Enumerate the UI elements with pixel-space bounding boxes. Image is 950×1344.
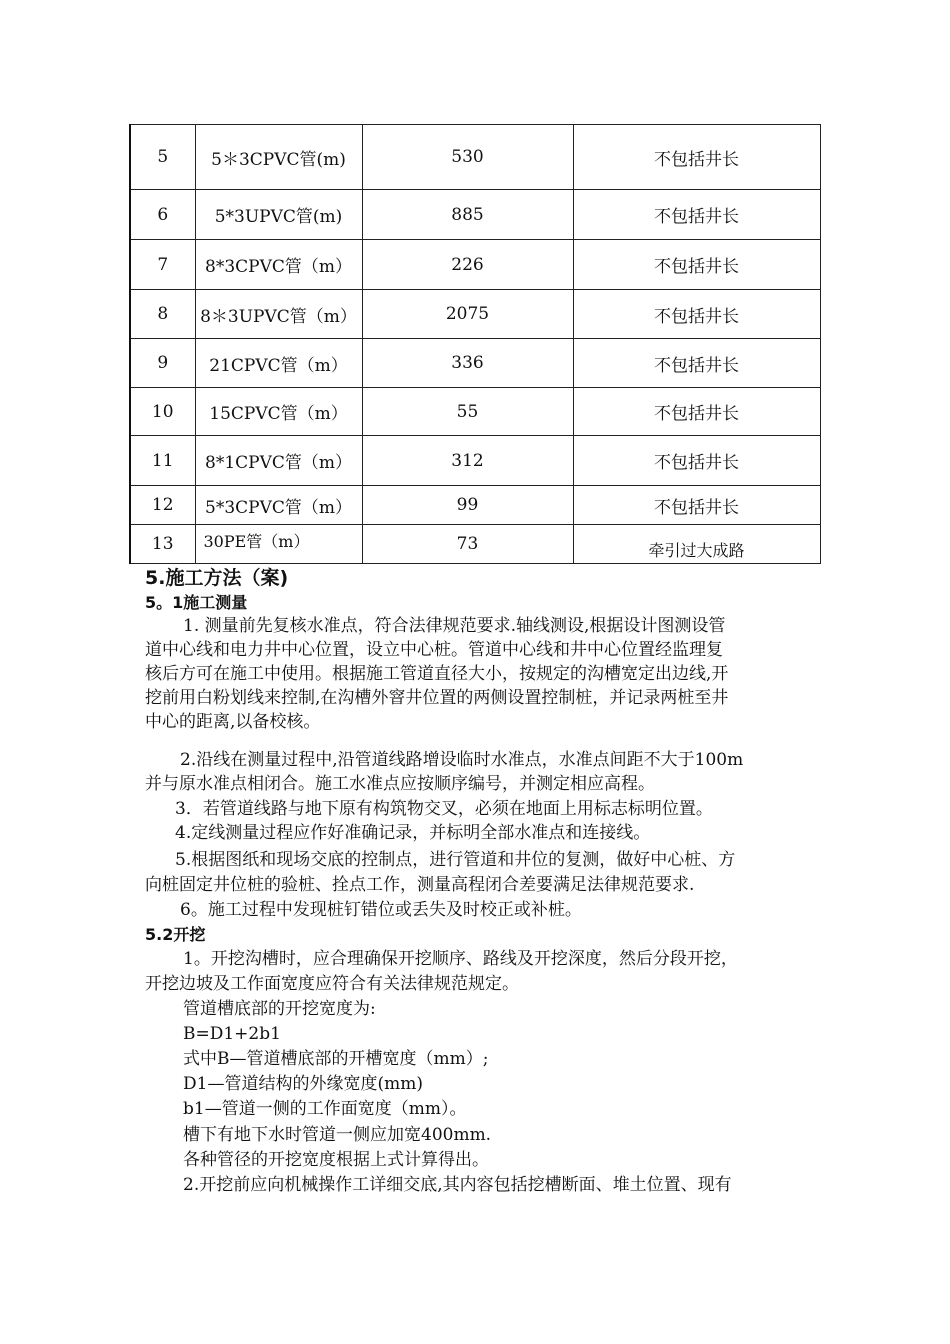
paragraph-line: 2.开挖前应向机械操作工详细交底,其内容包括挖槽断面、堆土位置、现有 [183,1175,732,1195]
pipe-name: 8*3CPVC管（m） [195,240,362,290]
pipe-quantity: 73 [362,525,573,564]
table-row [130,525,820,564]
pipe-name: 30PE管（m） [195,525,362,564]
row-number: 5 [130,125,195,190]
pipe-quantity: 336 [362,339,573,388]
paragraph-line: 1。开挖沟槽时，应合理确保开挖顺序、路线及开挖深度，然后分段开挖， [183,949,738,969]
paragraph-line: 3．若管道线路与地下原有构筑物交叉，必须在地面上用标志标明位置。 [175,799,713,819]
section-5-1-title: 5。1施工测量 [145,593,248,612]
paragraph-line: 槽下有地下水时管道一侧应加宽400mm. [183,1125,492,1145]
formula-line: B=D1+2b1 [183,1024,281,1044]
paragraph-line: b1—管道一侧的工作面宽度（mm）。 [183,1099,467,1119]
row-number: 13 [130,525,195,564]
pipe-name: 8*1CPVC管（m） [195,436,362,486]
pipe-name: 5＊3CPVC管(m) [195,125,362,190]
pipe-quantity: 226 [362,240,573,290]
pipe-remark: 不包括井长 [573,125,820,190]
paragraph-line: 5.根据图纸和现场交底的控制点，进行管道和井位的复测，做好中心桩、方 [175,850,736,870]
paragraph-line: 式中B—管道槽底部的开槽宽度（mm）; [183,1049,489,1069]
pipe-name: 5*3CPVC管（m） [195,486,362,525]
row-number: 10 [130,388,195,436]
table-row [130,125,820,190]
table-row [130,388,820,436]
pipe-quantity: 530 [362,125,573,190]
paragraph-line: 6。施工过程中发现桩钉错位或丢失及时校正或补桩。 [180,900,582,920]
pipe-quantity: 55 [362,388,573,436]
table-row [130,339,820,388]
pipe-quantity-table [129,124,821,564]
row-number: 11 [130,436,195,486]
paragraph-line: 各种管径的开挖宽度根据上式计算得出。 [183,1150,489,1170]
paragraph-line: 中心的距离,以备校核。 [145,712,321,732]
pipe-name: 21CPVC管（m） [195,339,362,388]
row-number: 12 [130,486,195,525]
paragraph-line: D1—管道结构的外缘宽度(mm) [183,1074,423,1094]
paragraph-line: 挖前用白粉划线来控制,在沟槽外窨井位置的两侧设置控制桩，并记录两桩至井 [145,688,729,708]
row-number: 8 [130,290,195,339]
pipe-remark: 不包括井长 [573,486,820,525]
pipe-remark: 不包括井长 [573,339,820,388]
row-number: 6 [130,190,195,240]
pipe-remark: 不包括井长 [573,436,820,486]
row-number: 7 [130,240,195,290]
pipe-remark: 牵引过大成路 [573,525,820,564]
pipe-quantity: 2075 [362,290,573,339]
table-row [130,290,820,339]
table-row [130,240,820,290]
table-row [130,436,820,486]
row-number: 9 [130,339,195,388]
paragraph-line: 核后方可在施工中使用。根据施工管道直径大小，按规定的沟槽宽定出边线,开 [145,664,729,684]
paragraph-line: 道中心线和电力井中心位置，设立中心桩。管道中心线和井中心位置经监理复 [145,640,723,660]
paragraph-line: 并与原水准点相闭合。施工水准点应按顺序编号，并测定相应高程。 [145,774,655,794]
pipe-remark: 不包括井长 [573,190,820,240]
pipe-name: 15CPVC管（m） [195,388,362,436]
pipe-quantity: 312 [362,436,573,486]
section-5-title: 5.施工方法（案) [145,567,289,589]
paragraph-line: 向桩固定井位桩的验桩、拴点工作，测量高程闭合差要满足法律规范要求. [145,875,695,895]
pipe-remark: 不包括井长 [573,290,820,339]
pipe-remark: 不包括井长 [573,388,820,436]
pipe-name: 8＊3UPVC管（m） [195,290,362,339]
pipe-quantity: 99 [362,486,573,525]
pipe-name: 5*3UPVC管(m) [195,190,362,240]
paragraph-line: 1. 测量前先复核水准点，符合法律规范要求.轴线测设,根据设计图测设管 [183,616,726,636]
paragraph-line: 2.沿线在测量过程中,沿管道线路增设临时水准点，水准点间距不大于100m [180,750,744,770]
section-5-2-title: 5.2开挖 [145,925,206,944]
paragraph-line: 管道槽底部的开挖宽度为: [183,999,376,1019]
paragraph-line: 4.定线测量过程应作好准确记录，并标明全部水准点和连接线。 [175,823,651,843]
pipe-quantity: 885 [362,190,573,240]
pipe-remark: 不包括井长 [573,240,820,290]
table-row [130,190,820,240]
table-row [130,486,820,525]
paragraph-line: 开挖边坡及工作面宽度应符合有关法律规范规定。 [145,974,519,994]
